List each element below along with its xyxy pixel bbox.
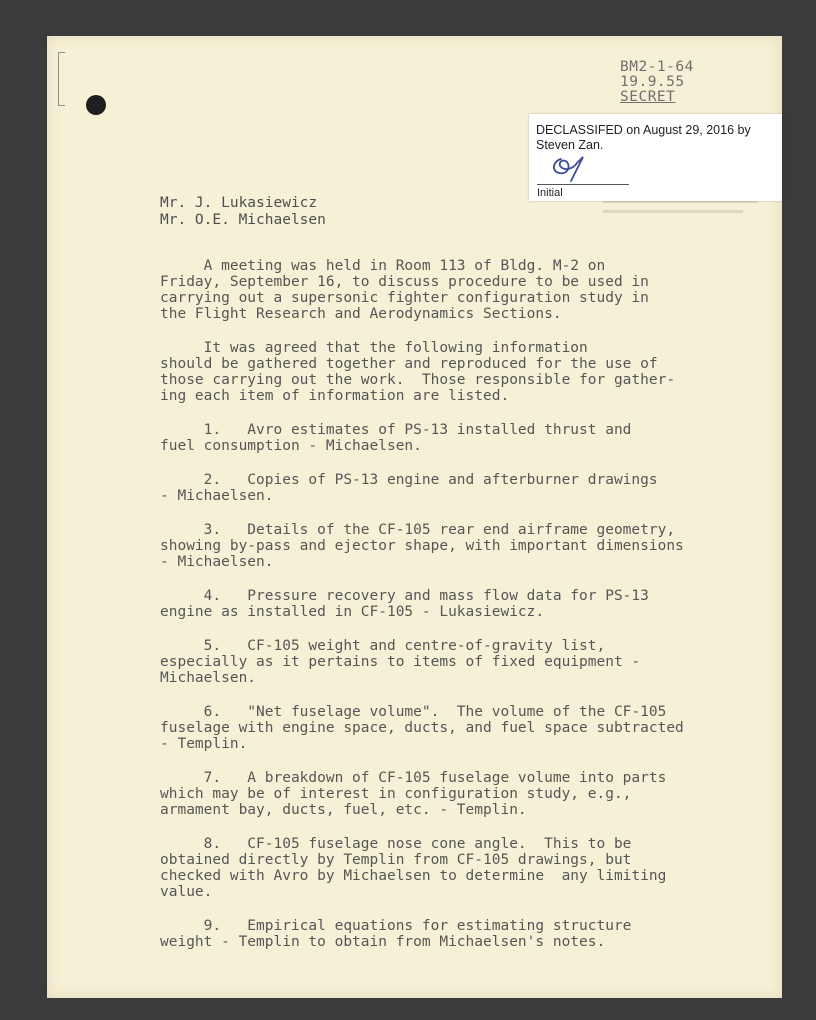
text-line: armament bay, ducts, fuel, etc. - Templin. (160, 802, 527, 818)
list-item-4 (160, 588, 700, 620)
text-line: should be gathered together and reproduced for the use of (160, 356, 658, 372)
text-line: especially as it pertains to items of fixed equipment - (160, 654, 641, 670)
reference-date: 19.9.55 (620, 74, 685, 90)
addressee-1: Mr. J. Lukasiewicz (160, 195, 318, 211)
text-line: 3. Details of the CF-105 rear end airframe geometry, (160, 522, 676, 538)
paragraph-meeting (160, 258, 700, 322)
text-line: value. (160, 884, 213, 900)
text-line: fuel consumption - Michaelsen. (160, 438, 422, 454)
list-item-8 (160, 836, 700, 900)
memo-body (160, 258, 700, 968)
list-item-3 (160, 522, 700, 570)
text-line: Friday, September 16, to discuss procedure to be used in (160, 274, 649, 290)
text-line: - Michaelsen. (160, 554, 274, 570)
text-line: ing each item of information are listed. (160, 388, 510, 404)
text-line: engine as installed in CF-105 - Lukasiewicz. (160, 604, 545, 620)
text-line: 9. Empirical equations for estimating structure (160, 918, 632, 934)
text-line: 8. CF-105 fuselage nose cone angle. This to be (160, 836, 632, 852)
addressee-block (160, 195, 326, 229)
classification-marking: SECRET (620, 89, 676, 105)
ghost-line-3 (603, 210, 743, 213)
text-line: 2. Copies of PS-13 engine and afterburner drawings (160, 472, 658, 488)
paper-fold-mark (58, 52, 65, 106)
addressee-2: Mr. O.E. Michaelsen (160, 212, 326, 228)
list-item-1 (160, 422, 700, 454)
text-line: checked with Avro by Michaelsen to determine any limiting (160, 868, 667, 884)
text-line: 4. Pressure recovery and mass flow data for PS-13 (160, 588, 649, 604)
text-line: - Templin. (160, 736, 248, 752)
text-line: 7. A breakdown of CF-105 fuselage volume into parts (160, 770, 667, 786)
text-line: A meeting was held in Room 113 of Bldg. M-2 on (160, 258, 606, 274)
text-line: It was agreed that the following information (160, 340, 588, 356)
text-line: 1. Avro estimates of PS-13 installed thrust and (160, 422, 632, 438)
declassified-by-text: Steven Zan. (536, 138, 604, 152)
list-item-6 (160, 704, 700, 752)
reference-block (620, 60, 740, 105)
text-line: those carrying out the work. Those responsible for gather- (160, 372, 676, 388)
text-line: 5. CF-105 weight and centre-of-gravity list, (160, 638, 606, 654)
text-line: fuselage with engine space, ducts, and fuel space subtracted (160, 720, 684, 736)
punch-hole (86, 95, 106, 115)
initial-signature-icon (549, 153, 599, 183)
text-line: carrying out a supersonic fighter configuration study in (160, 290, 649, 306)
initial-label: Initial (537, 187, 563, 199)
text-line: - Michaelsen. (160, 488, 274, 504)
declassified-date-text: DECLASSIFED on August 29, 2016 by (536, 123, 751, 137)
text-line: obtained directly by Templin from CF-105 drawings, but (160, 852, 632, 868)
text-line: 6. "Net fuselage volume". The volume of the CF-105 (160, 704, 667, 720)
reference-number: BM2-1-64 (620, 59, 694, 75)
text-line: weight - Templin to obtain from Michaelsen's notes. (160, 934, 606, 950)
text-line: showing by-pass and ejector shape, with important dimensions (160, 538, 684, 554)
text-line: the Flight Research and Aerodynamics Sections. (160, 306, 562, 322)
list-item-7 (160, 770, 700, 818)
text-line: Michaelsen. (160, 670, 257, 686)
list-item-2 (160, 472, 700, 504)
paragraph-agreement (160, 340, 700, 404)
list-item-5 (160, 638, 700, 686)
declassification-label (529, 114, 782, 201)
text-line: which may be of interest in configuration study, e.g., (160, 786, 632, 802)
list-item-9 (160, 918, 700, 950)
initial-line (537, 184, 629, 185)
